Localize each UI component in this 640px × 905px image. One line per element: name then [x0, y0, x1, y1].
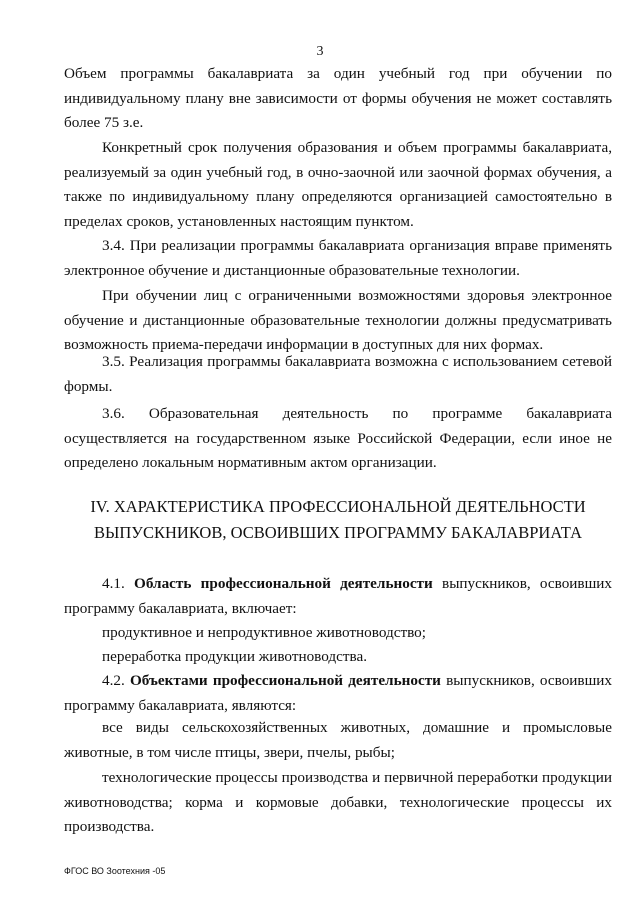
paragraph-disabilities: При обучении лиц с ограниченными возможностями здоровья электронное обучение и дистанционные образовательные технологии должны предусматривать возможность приема-передачи информации в доступных для них формах. — [64, 287, 612, 353]
page-number: 3 — [316, 44, 324, 59]
paragraph-4-1 — [64, 572, 612, 621]
bold-term: Область профессиональной деятельности — [134, 575, 433, 592]
clause-number: 4.1. — [102, 575, 135, 592]
section-heading: IV. ХАРАКТЕРИСТИКА ПРОФЕССИОНАЛЬНОЙ ДЕЯТЕЛЬНОСТИ ВЫПУСКНИКОВ, ОСВОИВШИХ ПРОГРАММУ БАКАЛАВРИАТА — [90, 497, 586, 542]
list-item: переработка продукции животноводства. — [102, 648, 368, 665]
paragraph-duration: Конкретный срок получения образования и объем программы бакалавриата, реализуемый за один учебный год, в очно-заочной или заочной формах обучения, а также по индивидуальному плану определяются организацией самостоятельно в пределах сроков, установленных настоящим пунктом. — [64, 139, 612, 230]
bold-term: Объектами профессиональной деятельности — [129, 672, 441, 689]
list-item: продуктивное и непродуктивное животноводство; — [102, 624, 426, 641]
paragraph-workload: Объем программы бакалавриата за один учебный год при обучении по индивидуальному плану вне зависимости от формы обучения не может составлять более 75 з.е. — [64, 65, 612, 131]
clause-number: 4.2. — [102, 672, 130, 689]
paragraph-4-2 — [64, 669, 612, 718]
clause-text: выпускников, освоивших программу бакалавриата, являются: — [64, 672, 613, 714]
paragraph-3-6: 3.6. Образовательная деятельность по программе бакалавриата осуществляется на государственном языке Российской Федерации, если иное не определено локальным нормативным актом организации. — [64, 405, 612, 471]
paragraph-3-5: 3.5. Реализация программы бакалавриата возможна с использованием сетевой формы. — [64, 353, 612, 395]
paragraph-3-4: 3.4. При реализации программы бакалавриата организация вправе применять электронное обучение и дистанционные образовательные технологии. — [64, 237, 612, 279]
footer-label: ФГОС ВО Зоотехния -05 — [64, 866, 166, 876]
list-item: технологические процессы производства и первичной переработки продукции животноводства; корма и кормовые добавки, технологические процессы их производства. — [64, 769, 612, 835]
list-item: все виды сельскохозяйственных животных, домашние и промысловые животные, в том числе птицы, звери, пчелы, рыбы; — [64, 719, 612, 761]
clause-text: выпускников, освоивших программу бакалавриата, включает: — [64, 575, 613, 617]
